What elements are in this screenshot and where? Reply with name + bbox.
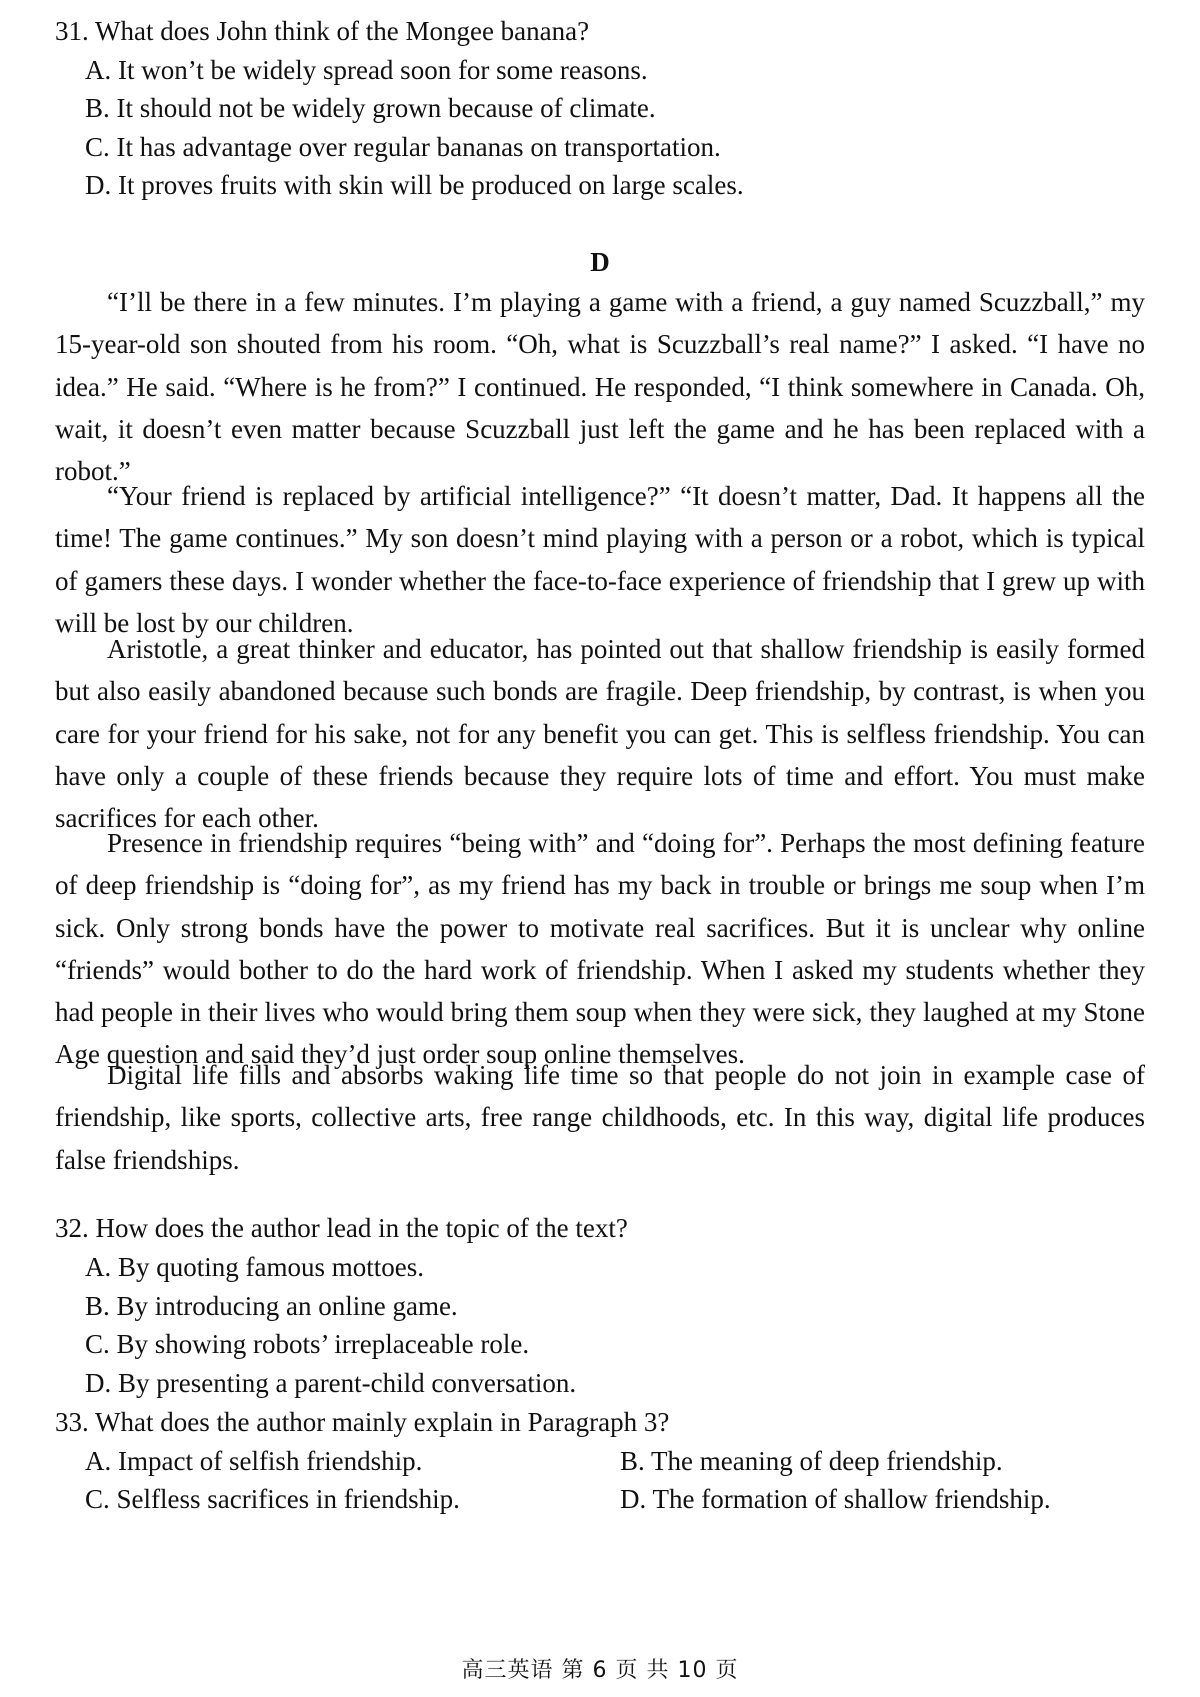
- passage-paragraph-2: “Your friend is replaced by artificial intelligence?” “It doesn’t matter, Dad. It happens all the time! The game continues.” My son doesn’t mind playing with a person or a robot, which is typical of gamers these days. I wonder whether the face-to-face experience of friendship that I grew up with will be lost by our children.: [55, 481, 1145, 638]
- question-32-option-c: C. By showing robots’ irreplaceable role.: [85, 1329, 530, 1359]
- question-31-option-c: C. It has advantage over regular bananas on transportation.: [85, 132, 721, 162]
- question-32-stem: 32. How does the author lead in the topic of the text?: [55, 1213, 628, 1243]
- question-31-option-a: A. It won’t be widely spread soon for some reasons.: [85, 55, 648, 85]
- question-31-stem: 31. What does John think of the Mongee banana?: [55, 16, 590, 46]
- question-31-option-d: D. It proves fruits with skin will be produced on large scales.: [85, 170, 744, 200]
- passage-paragraph-1: “I’ll be there in a few minutes. I’m playing a game with a friend, a guy named Scuzzball,” my 15-year-old son shouted from his room. “Oh, what is Scuzzball’s real name?” I asked. “I have no idea.” He said. “Where is he from?” I continued. He responded, “I think somewhere in Canada. Oh, wait, it doesn’t even matter because Scuzzball just left the game and he has been replaced with a robot.”: [55, 287, 1145, 487]
- question-33-option-c: C. Selfless sacrifices in friendship.: [85, 1484, 460, 1514]
- question-31-option-b: B. It should not be widely grown because of climate.: [85, 93, 656, 123]
- passage-heading: D: [590, 247, 610, 277]
- question-33-option-d: D. The formation of shallow friendship.: [620, 1484, 1051, 1514]
- question-33-option-b: B. The meaning of deep friendship.: [620, 1446, 1003, 1476]
- question-33-option-a: A. Impact of selfish friendship.: [85, 1446, 423, 1476]
- question-33-stem: 33. What does the author mainly explain in Paragraph 3?: [55, 1407, 670, 1437]
- passage-paragraph-3: Aristotle, a great thinker and educator, has pointed out that shallow friendship is easily formed but also easily abandoned because such bonds are fragile. Deep friendship, by contrast, is when you care for your friend for his sake, not for any benefit you can get. This is selfless friendship. You can have only a couple of these friends because they require lots of time and effort. You must make sacrifices for each other.: [55, 634, 1145, 834]
- question-32-option-b: B. By introducing an online game.: [85, 1291, 458, 1321]
- question-32-option-d: D. By presenting a parent-child conversation.: [85, 1368, 577, 1398]
- passage-paragraph-4: Presence in friendship requires “being with” and “doing for”. Perhaps the most defining feature of deep friendship is “doing for”, as my friend has my back in trouble or brings me soup when I’m sick. Only strong bonds have the power to motivate real sacrifices. But it is unclear why online “friends” would bother to do the hard work of friendship. When I asked my students whether they had people in their lives who would bring them soup when they were sick, they laughed at my Stone Age question and said they’d just order soup online themselves.: [55, 828, 1145, 1070]
- question-32-option-a: A. By quoting famous mottoes.: [85, 1252, 424, 1282]
- passage-paragraph-5: Digital life fills and absorbs waking life time so that people do not join in example case of friendship, like sports, collective arts, free range childhoods, etc. In this way, digital life produces false friendships.: [55, 1060, 1145, 1175]
- page-footer: 高三英语 第 6 页 共 10 页: [461, 1658, 739, 1683]
